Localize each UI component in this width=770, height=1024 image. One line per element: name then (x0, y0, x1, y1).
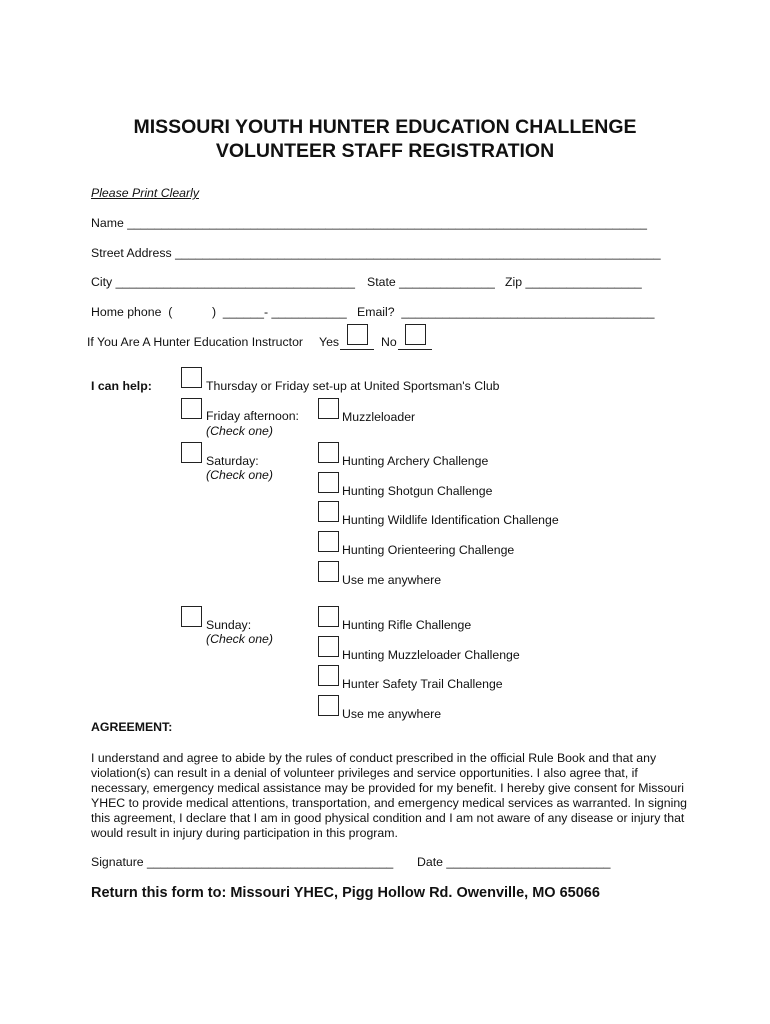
friday-checkbox[interactable] (181, 398, 202, 419)
sunday-check-one: (Check one) (206, 632, 273, 646)
name-field[interactable]: Name ____________________________________________________________________________ (91, 216, 647, 230)
instructor-no-checkbox[interactable] (405, 324, 426, 345)
no-underline (398, 349, 432, 350)
date-field[interactable]: Date ________________________ (417, 855, 611, 869)
sunday-option: Hunter Safety Trail Challenge (342, 677, 503, 691)
yes-underline (340, 349, 374, 350)
agreement-heading: AGREEMENT: (91, 720, 173, 734)
shotgun-checkbox[interactable] (318, 472, 339, 493)
state-field[interactable]: State ______________ (367, 275, 495, 289)
zip-field[interactable]: Zip _________________ (505, 275, 642, 289)
city-field[interactable]: City ___________________________________ (91, 275, 355, 289)
setup-label: Thursday or Friday set-up at United Sportsman's Club (206, 379, 500, 393)
saturday-option: Hunting Archery Challenge (342, 454, 489, 468)
print-note: Please Print Clearly (91, 186, 199, 200)
sunday-label: Sunday: (206, 618, 252, 632)
saturday-check-one: (Check one) (206, 468, 273, 482)
friday-check-one: (Check one) (206, 424, 273, 438)
help-label: I can help: (91, 379, 152, 393)
page-subtitle: VOLUNTEER STAFF REGISTRATION (215, 140, 555, 162)
sunday-muzzleloader-checkbox[interactable] (318, 636, 339, 657)
sunday-option: Use me anywhere (342, 707, 442, 721)
saturday-option: Hunting Shotgun Challenge (342, 484, 493, 498)
street-address-field[interactable]: Street Address _______________________________________________________________________ (91, 246, 661, 260)
saturday-checkbox[interactable] (181, 442, 202, 463)
sunday-option: Hunting Rifle Challenge (342, 618, 472, 632)
instructor-question: If You Are A Hunter Education Instructor (87, 335, 304, 349)
wildlife-checkbox[interactable] (318, 501, 339, 522)
sunday-option: Hunting Muzzleloader Challenge (342, 648, 520, 662)
page-title: MISSOURI YOUTH HUNTER EDUCATION CHALLENGE (133, 116, 637, 138)
saturday-label: Saturday: (206, 454, 259, 468)
phone-field[interactable]: ) ______- ___________ (212, 305, 347, 319)
instructor-yes-label: Yes (319, 335, 340, 349)
friday-label: Friday afternoon: (206, 409, 299, 423)
setup-checkbox[interactable] (181, 367, 202, 388)
instructor-yes-checkbox[interactable] (347, 324, 368, 345)
friday-option: Muzzleloader (342, 410, 416, 424)
safety-trail-checkbox[interactable] (318, 665, 339, 686)
instructor-no-label: No (381, 335, 397, 349)
phone-label: Home phone ( (91, 305, 173, 319)
saturday-option: Use me anywhere (342, 573, 442, 587)
email-field[interactable]: Email? _____________________________________ (357, 305, 655, 319)
saturday-option: Hunting Orienteering Challenge (342, 543, 515, 557)
saturday-option: Hunting Wildlife Identification Challenge (342, 513, 559, 527)
archery-checkbox[interactable] (318, 442, 339, 463)
rifle-checkbox[interactable] (318, 606, 339, 627)
return-note: Return this form to: Missouri YHEC, Pigg Hollow Rd. Owenville, MO 65066 (91, 885, 600, 901)
sunday-anywhere-checkbox[interactable] (318, 695, 339, 716)
agreement-text: I understand and agree to abide by the rules of conduct prescribed in the official Rule Book and that any violation(s) can result in a denial of volunteer privileges and service opportunities. I also agree that, if necessary, emergency medical assistance may be provided for my benefit. I hereby give consent for Missouri YHEC to provide medical attentions, transportation, and emergency medical services as warranted. In signing this agreement, I declare that I am in good physical condition and I am not aware of any disease or injury that would result in injury during participation in this program. (91, 751, 688, 840)
signature-field[interactable]: Signature ____________________________________ (91, 855, 394, 869)
muzzleloader-checkbox[interactable] (318, 398, 339, 419)
saturday-anywhere-checkbox[interactable] (318, 561, 339, 582)
sunday-checkbox[interactable] (181, 606, 202, 627)
orienteering-checkbox[interactable] (318, 531, 339, 552)
